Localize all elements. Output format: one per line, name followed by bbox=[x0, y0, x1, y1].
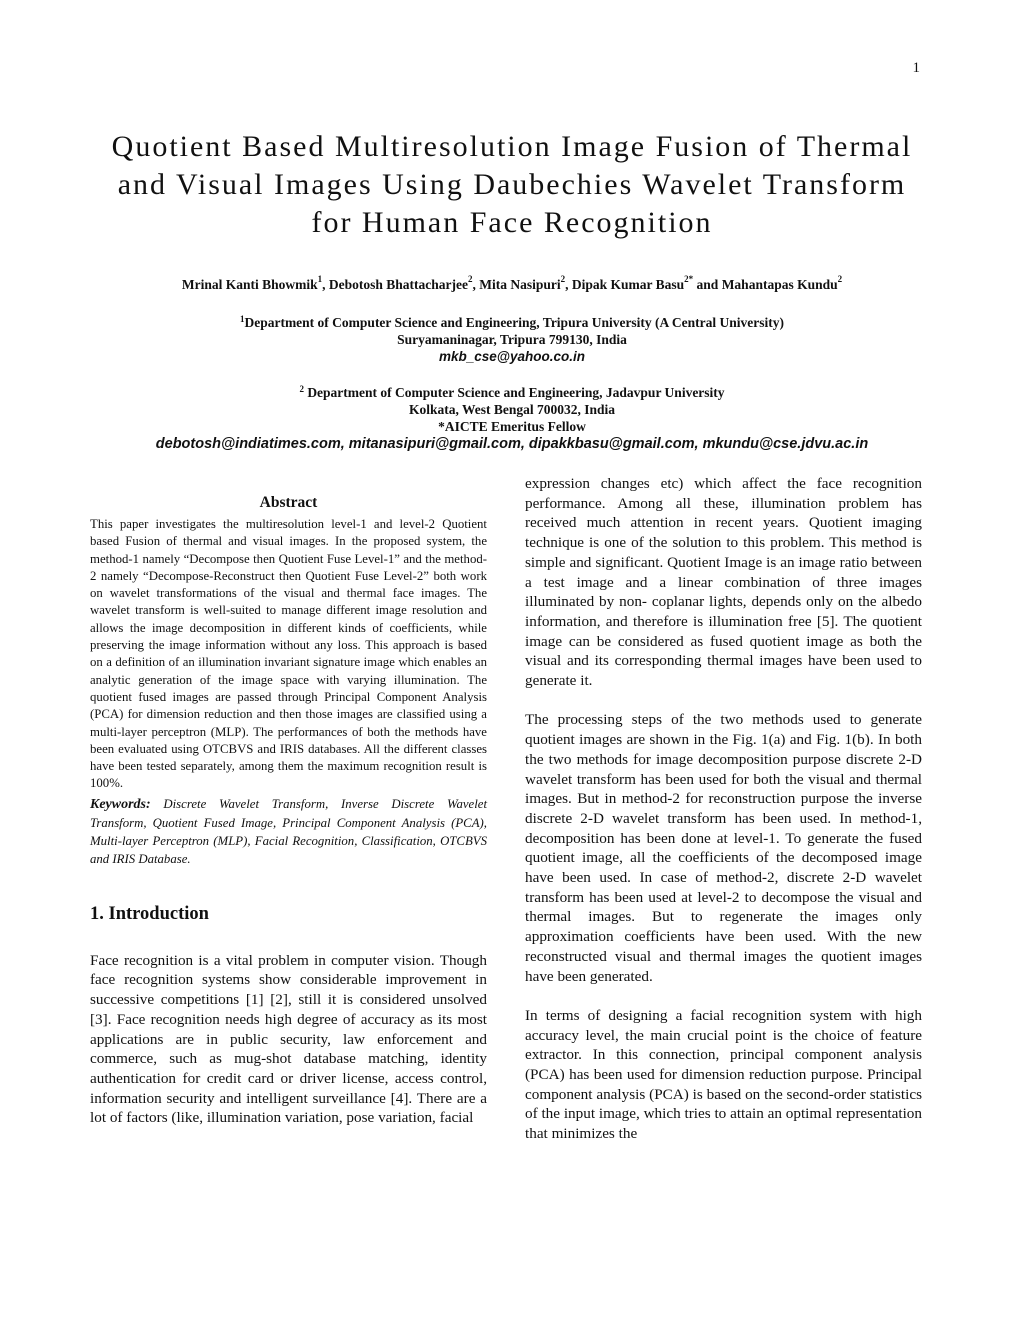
author-list bbox=[60, 274, 964, 293]
author-emails: debotosh@indiatimes.com, mitanasipuri@gmail.com, dipakkbasu@gmail.com, mkundu@cse.jdvu.ac.in bbox=[155, 436, 869, 452]
intro-paragraph: Face recognition is a vital problem in computer vision. Though face recognition systems show considerable improvement in successive competitions [1] [2], still it is considered unsolved [3]. Face recognition needs high degree of accuracy as its most applications are in public security, law enforcement and commerce, such as mug-shot database matching, identity authentication for credit card or driver license, access control, information security and intelligent surveillance [4]. There are a lot of factors (like, illumination variation, pose variation, facial bbox=[90, 951, 487, 1127]
right-column bbox=[525, 474, 922, 1164]
section-heading-introduction: 1. Introduction bbox=[90, 903, 209, 924]
affiliation-2-mark: 2 bbox=[299, 384, 304, 394]
author-affil-mark: 2 bbox=[560, 274, 566, 284]
author-name: Mrinal Kanti Bhowmik bbox=[181, 277, 318, 292]
author-name: , Mita Nasipuri bbox=[472, 277, 561, 292]
title-line-2: and Visual Images Using Daubechies Wavelet Transform bbox=[117, 168, 907, 201]
page-number: 1 bbox=[912, 60, 920, 76]
author-name: and Mahantapas Kundu bbox=[693, 277, 838, 292]
affiliation-2-city: Kolkata, West Bengal 700032, India bbox=[408, 402, 616, 417]
author-affil-mark: 2 bbox=[467, 274, 473, 284]
abstract-body: This paper investigates the multiresolution level-1 and level-2 Quotient based Fusion of thermal and visual images. In the proposed system, the method-1 namely “Decompose then Quotient Fuse Level-1” and the method-2 namely “Decompose-Reconstruct then Quotient Fuse Level-2” both work on wavelet transformations of the visual and thermal face images. The wavelet transform is well-suited to manage different image resolution and allows the image decomposition in different kinds of coefficients, while preserving the image information without any loss. This approach is based on a definition of an illumination invariant signature image which enables an analytic generation of the image space with varying illumination. The quotient fused images are passed through Principal Component Analysis (PCA) for dimension reduction and then those images are classified using a multi-layer perceptron (MLP). The performances of both the methods have been evaluated using OTCBVS and IRIS databases. All the different classes have been tested separately, among them the maximum recognition result is 100%. bbox=[90, 517, 487, 791]
author-affil-mark: 2 bbox=[837, 274, 843, 284]
affiliation-2-dept: Department of Computer Science and Engineering, Jadavpur University bbox=[303, 385, 725, 400]
body-paragraph: The processing steps of the two methods used to generate quotient images are shown in the Fig. 1(a) and Fig. 1(b). In both the two methods for image decomposition purpose discrete 2-D wavelet transform has been used for both the visual and thermal images. But in method-2 for reconstruction purpose the inverse discrete 2-D wavelet transform has been used. In method-1, decomposition has been done at level-1. To generate the fused quotient image, all the coefficients of the decomposed image have been used. In case of method-2, discrete 2-D wavelet transform has been used at level-2 to decompose the visual and thermal images. But to regenerate the images only approximation coefficients have been used. With the new reconstructed visual and thermal images the quotient images have been generated. bbox=[525, 711, 922, 985]
keywords-label: Keywords: bbox=[90, 796, 151, 812]
author-name: , Debotosh Bhattacharjee bbox=[322, 277, 468, 292]
author-affil-mark: 2* bbox=[684, 274, 694, 284]
body-paragraph: expression changes etc) which affect the face recognition performance. Among all these, illumination problem has received much attention in recent years. Quotient imaging technique is one of the solution to this problem. This method is simple and significant. Quotient Image is an image ratio between a test image and a linear combination of three images illuminated by non- coplanar lights, depends only on the albedo information, and therefore is illumination free [5]. The quotient image can be considered as fused quotient image as both the visual and its corresponding thermal images have been used to generate it. bbox=[525, 475, 922, 690]
body-paragraph: In terms of designing a facial recognition system with high accuracy level, the main crucial point is the choice of feature extractor. In this connection, principal component analysis (PCA) has been used for dimension reduction purpose. Principal component analysis (PCA) is based on the second-order statistics of the input image, which tries to attain an optimal representation that minimizes the bbox=[525, 1006, 922, 1143]
abstract-heading: Abstract bbox=[259, 494, 318, 511]
keywords bbox=[90, 795, 487, 868]
title-line-1: Quotient Based Multiresolution Image Fusion of Thermal bbox=[111, 130, 913, 163]
keywords-text: Discrete Wavelet Transform, Inverse Discrete Wavelet Transform, Quotient Fused Image, Principal Component Analysis (PCA), Multi-layer Perceptron (MLP), Facial Recognition, Classification, OTCBVS and IRIS Database. bbox=[90, 796, 487, 866]
affiliation-1-city: Suryamaninagar, Tripura 799130, India bbox=[397, 332, 627, 347]
affiliation-2-note: *AICTE Emeritus Fellow bbox=[438, 419, 586, 434]
author-name: , Dipak Kumar Basu bbox=[565, 277, 685, 292]
paper-title bbox=[60, 128, 964, 242]
affiliation-1-email: mkb_cse@yahoo.co.in bbox=[439, 349, 585, 364]
affiliation-1 bbox=[60, 314, 964, 365]
author-affil-mark: 1 bbox=[317, 274, 323, 284]
affiliation-1-dept: Department of Computer Science and Engineering, Tripura University (A Central University) bbox=[244, 315, 785, 330]
title-line-3: for Human Face Recognition bbox=[311, 206, 713, 239]
affiliation-1-mark: 1 bbox=[239, 314, 245, 324]
affiliation-2 bbox=[60, 384, 964, 435]
left-column bbox=[90, 494, 487, 1128]
